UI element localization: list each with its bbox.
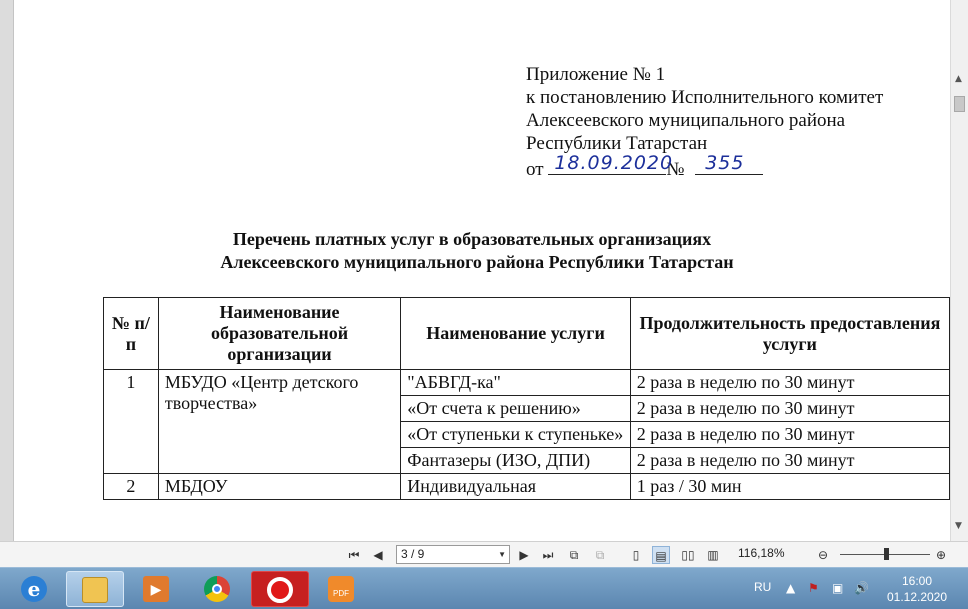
single-page-icon[interactable]: ▯ [632, 548, 640, 562]
table-row [104, 474, 950, 500]
prev-page-icon[interactable]: ◀ [373, 548, 383, 562]
network-icon[interactable]: ▣ [832, 581, 844, 595]
header-service: Наименование услуги [401, 298, 631, 370]
appendix-block [526, 63, 883, 181]
appendix-line-4: Республики Татарстан [526, 133, 708, 154]
handwritten-number: 355 [705, 152, 745, 174]
table-header-row [104, 298, 950, 370]
date-prefix: от [526, 159, 544, 180]
action-center-flag-icon[interactable]: ⚑ [808, 581, 819, 595]
page-number-value: 3 / 9 [401, 547, 425, 561]
header-org: Наименование образовательной организации [158, 298, 400, 370]
scroll-up-icon[interactable]: ▲ [955, 74, 962, 84]
cell-service: "АБВГД-ка" [401, 370, 631, 396]
zoom-level: 116,18% [738, 546, 785, 560]
appendix-line-3: Алексеевского муниципального района [526, 110, 846, 131]
fit-width-icon[interactable]: ⧉ [569, 548, 579, 562]
media-player-icon: ▶ [143, 576, 169, 602]
scroll-down-icon[interactable]: ▼ [955, 521, 962, 531]
cell-num: 1 [104, 370, 159, 474]
chrome-icon [204, 576, 230, 602]
clock-date: 01.12.2020 [886, 590, 948, 604]
last-page-icon[interactable]: ⏭ [542, 548, 554, 562]
next-page-icon[interactable]: ▶ [519, 548, 529, 562]
chevron-down-icon[interactable]: ▼ [498, 550, 506, 559]
two-page-continuous-icon[interactable]: ▥ [707, 548, 719, 562]
language-indicator[interactable]: RU [754, 580, 772, 594]
opera-taskbar-button[interactable] [251, 571, 309, 607]
cell-duration: 2 раза в неделю по 30 минут [630, 370, 949, 396]
continuous-page-icon[interactable]: ▤ [652, 546, 670, 564]
cell-duration: 1 раз / 30 мин [630, 474, 949, 500]
zoom-out-icon[interactable]: ⊖ [817, 548, 829, 562]
cell-duration: 2 раза в неделю по 30 минут [630, 396, 949, 422]
pdf-toolbar [0, 541, 968, 567]
explorer-taskbar-button[interactable] [66, 571, 124, 607]
scroll-thumb[interactable] [954, 96, 965, 112]
header-duration: Продолжительность предоставления услуги [630, 298, 949, 370]
media-player-taskbar-button[interactable] [128, 571, 186, 607]
cell-service: «От счета к решению» [401, 396, 631, 422]
document-title-line-1: Перечень платных услуг в образовательных организациях [232, 229, 712, 249]
cell-service: Индивидуальная [401, 474, 631, 500]
cell-duration: 2 раза в неделю по 30 минут [630, 448, 949, 474]
show-hidden-icons-icon[interactable]: ▲ [786, 581, 796, 595]
cell-org: МБУДО «Центр детского творчества» [158, 370, 400, 474]
number-signature-line [695, 152, 763, 175]
system-clock[interactable] [882, 573, 952, 605]
zoom-in-icon[interactable]: ⊕ [935, 548, 947, 562]
number-prefix: № [666, 159, 685, 180]
internet-explorer-icon: e [21, 576, 47, 602]
services-table [103, 297, 950, 500]
chrome-taskbar-button[interactable] [189, 571, 247, 607]
volume-icon[interactable]: 🔊 [854, 581, 869, 595]
folder-icon [82, 577, 108, 603]
handwritten-date: 18.09.2020 [554, 152, 674, 174]
zoom-slider-knob[interactable] [884, 548, 889, 560]
appendix-date-line [526, 152, 883, 181]
document-title-line-2: Алексеевского муниципального района Республики Татарстан [220, 252, 734, 272]
first-page-icon[interactable]: ⏮ [348, 548, 360, 562]
cell-service: «От ступеньки к ступеньке» [401, 422, 631, 448]
clock-time: 16:00 [901, 574, 933, 588]
rotate-icon[interactable]: ⧉ [595, 548, 605, 562]
table-row [104, 370, 950, 396]
ie-taskbar-button[interactable] [6, 571, 64, 607]
vertical-scrollbar[interactable] [950, 0, 968, 541]
header-num: № п/п [104, 298, 159, 370]
two-page-icon[interactable]: ▯▯ [681, 548, 695, 562]
document-page [14, 0, 950, 541]
previous-page-edge [0, 0, 14, 541]
pdf-reader-taskbar-button[interactable] [313, 571, 371, 607]
cell-duration: 2 раза в неделю по 30 минут [630, 422, 949, 448]
cell-service: Фантазеры (ИЗО, ДПИ) [401, 448, 631, 474]
appendix-line-1: Приложение № 1 [526, 64, 666, 85]
date-signature-line [548, 152, 674, 175]
opera-icon [267, 577, 293, 603]
cell-num: 2 [104, 474, 159, 500]
windows-taskbar [0, 567, 968, 609]
appendix-line-2: к постановлению Исполнительного комитет [526, 87, 884, 108]
page-number-field[interactable] [396, 545, 510, 564]
pdf-reader-icon: PDF [328, 576, 354, 602]
cell-org: МБДОУ [158, 474, 400, 500]
